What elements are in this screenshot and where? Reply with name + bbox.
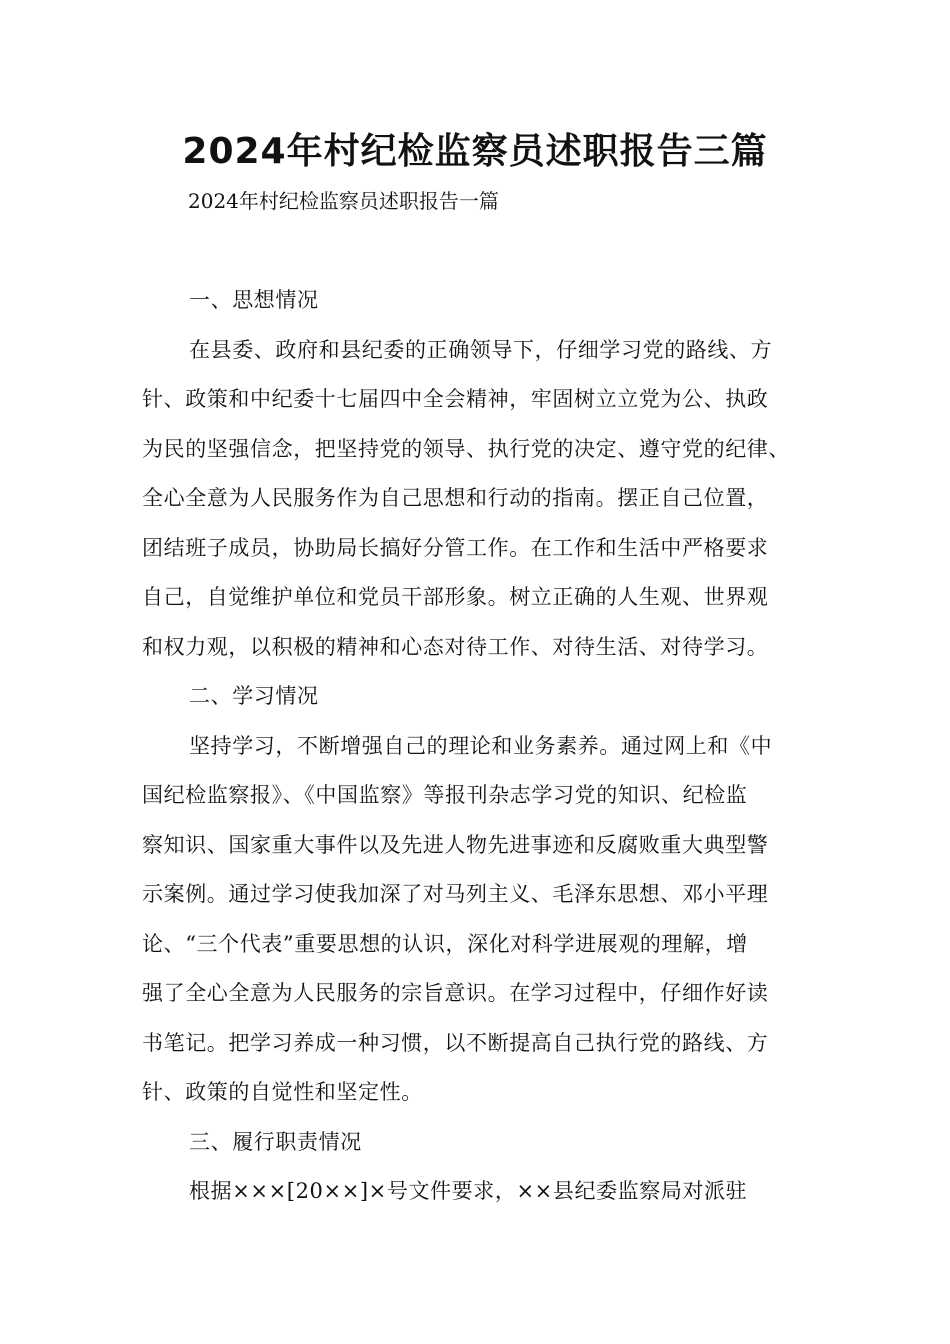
paragraph-line: 坚持学习，不断增强自己的理论和业务素养。通过网上和《中 [189, 733, 773, 758]
paragraph-line: 和权力观，以积极的精神和心态对待工作、对待生活、对待学习。 [142, 634, 769, 659]
paragraph-line: 根据×××[20××]×号文件要求，××县纪委监察局对派驻 [189, 1179, 748, 1203]
paragraph-line: 自己，自觉维护单位和党员干部形象。树立正确的人生观、世界观 [142, 585, 769, 609]
paragraph-line: 示案例。通过学习使我加深了对马列主义、毛泽东思想、邓小平理 [142, 882, 769, 906]
paragraph-line: 针、政策的自觉性和坚定性。 [142, 1080, 423, 1104]
paragraph-line: 团结班子成员，协助局长搞好分管工作。在工作和生活中严格要求 [142, 535, 769, 560]
section-heading-thought: 一、思想情况 [189, 288, 319, 312]
paragraph-line: 为民的坚强信念，把坚持党的领导、执行党的决定、遵守党的纪律、 [142, 436, 790, 461]
paragraph-line: 在县委、政府和县纪委的正确领导下，仔细学习党的路线、方 [189, 337, 773, 362]
paragraph-line: 察知识、国家重大事件以及先进人物先进事迹和反腐败重大典型警 [142, 832, 769, 857]
paragraph-line: 国纪检监察报》、《中国监察》等报刊杂志学习党的知识、纪检监 [142, 783, 748, 807]
paragraph-line: 强了全心全意为人民服务的宗旨意识。在学习过程中，仔细作好读 [142, 981, 769, 1005]
section-heading-duties: 三、履行职责情况 [189, 1129, 362, 1154]
paragraph-line: 书笔记。把学习养成一种习惯，以不断提高自己执行党的路线、方 [142, 1030, 769, 1055]
paragraph-line: 论、“三个代表”重要思想的认识，深化对科学进展观的理解，增 [142, 931, 748, 956]
paragraph-line: 全心全意为人民服务作为自己思想和行动的指南。摆正自己位置， [142, 486, 769, 510]
document-title: 2024年村纪检监察员述职报告三篇 [182, 131, 768, 172]
section-heading-study: 二、学习情况 [189, 684, 319, 708]
document-subtitle: 2024年村纪检监察员述职报告一篇 [188, 189, 499, 213]
paragraph-line: 针、政策和中纪委十七届四中全会精神，牢固树立立党为公、执政 [142, 387, 769, 411]
document-body [142, 284, 832, 1225]
